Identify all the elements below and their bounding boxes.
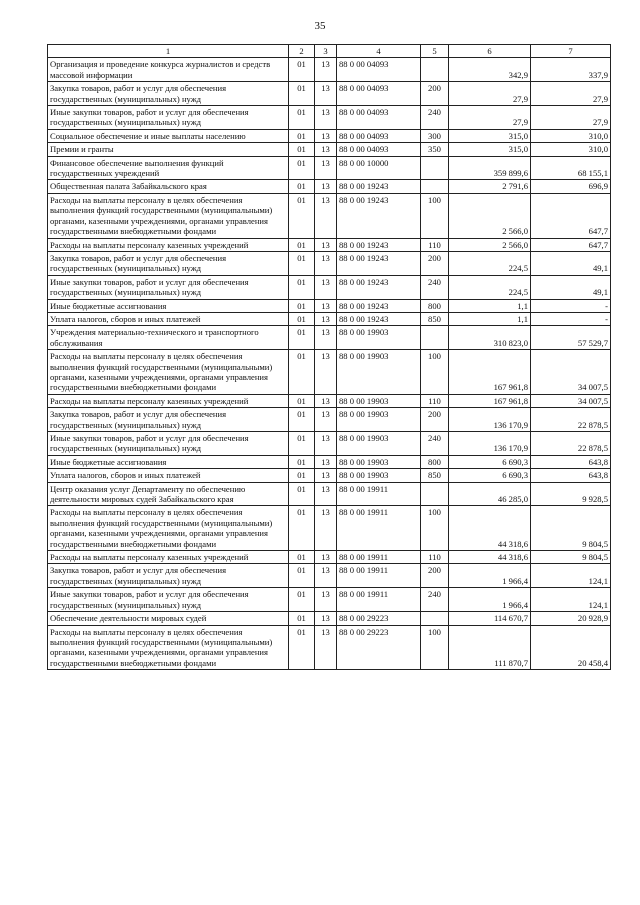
amount-cell-6: 1,1 — [449, 312, 531, 325]
amount-cell-6: 1 966,4 — [449, 588, 531, 612]
expense-type-cell: 100 — [421, 193, 449, 238]
target-article-cell: 88 0 00 19243 — [337, 312, 421, 325]
expense-type-cell: 100 — [421, 625, 449, 670]
item-name-cell: Уплата налогов, сборов и иных платежей — [48, 469, 289, 482]
subsection-code-cell: 13 — [315, 58, 337, 82]
amount-cell-6: 342,9 — [449, 58, 531, 82]
table-row — [48, 251, 611, 275]
amount-cell-7: 22 878,5 — [531, 432, 611, 456]
amount-cell-6: 2 791,6 — [449, 180, 531, 193]
target-article-cell: 88 0 00 19911 — [337, 588, 421, 612]
subsection-code-cell: 13 — [315, 275, 337, 299]
expense-type-cell: 240 — [421, 275, 449, 299]
expense-type-cell: 200 — [421, 408, 449, 432]
expense-type-cell: 800 — [421, 299, 449, 312]
target-article-cell: 88 0 00 10000 — [337, 156, 421, 180]
subsection-code-cell: 13 — [315, 625, 337, 670]
amount-cell-6: 44 318,6 — [449, 506, 531, 551]
table-row — [48, 58, 611, 82]
amount-cell-6: 224,5 — [449, 275, 531, 299]
section-code-cell: 01 — [289, 180, 315, 193]
subsection-code-cell: 13 — [315, 312, 337, 325]
target-article-cell: 88 0 00 04093 — [337, 143, 421, 156]
amount-cell-7: 49,1 — [531, 275, 611, 299]
expense-type-cell: 100 — [421, 506, 449, 551]
target-article-cell: 88 0 00 19903 — [337, 408, 421, 432]
subsection-code-cell: 13 — [315, 394, 337, 407]
expense-type-cell: 800 — [421, 455, 449, 468]
amount-cell-6: 6 690,3 — [449, 469, 531, 482]
item-name-cell: Социальное обеспечение и иные выплаты населению — [48, 129, 289, 142]
table-row — [48, 551, 611, 564]
target-article-cell: 88 0 00 19911 — [337, 564, 421, 588]
amount-cell-6: 310 823,0 — [449, 326, 531, 350]
table-header-row — [48, 45, 611, 58]
amount-cell-7: 49,1 — [531, 251, 611, 275]
item-name-cell: Расходы на выплаты персоналу в целях обеспечения выполнения функций государственными (муниципальными) органами, казенными учреждениями, органами управления государственными внебюджетными фондами — [48, 193, 289, 238]
expense-type-cell: 110 — [421, 551, 449, 564]
amount-cell-6: 315,0 — [449, 129, 531, 142]
table-row — [48, 238, 611, 251]
subsection-code-cell: 13 — [315, 299, 337, 312]
section-code-cell: 01 — [289, 312, 315, 325]
section-code-cell: 01 — [289, 238, 315, 251]
section-code-cell: 01 — [289, 299, 315, 312]
amount-cell-6: 2 566,0 — [449, 193, 531, 238]
table-row — [48, 432, 611, 456]
target-article-cell: 88 0 00 19911 — [337, 482, 421, 506]
subsection-code-cell: 13 — [315, 612, 337, 625]
target-article-cell: 88 0 00 19243 — [337, 238, 421, 251]
subsection-code-cell: 13 — [315, 193, 337, 238]
item-name-cell: Закупка товаров, работ и услуг для обеспечения государственных (муниципальных) нужд — [48, 251, 289, 275]
section-code-cell: 01 — [289, 106, 315, 130]
item-name-cell: Организация и проведение конкурса журналистов и средств массовой информации — [48, 58, 289, 82]
item-name-cell: Центр оказания услуг Департаменту по обеспечению деятельности мировых судей Забайкальского края — [48, 482, 289, 506]
section-code-cell: 01 — [289, 432, 315, 456]
column-header: 6 — [449, 45, 531, 58]
table-row — [48, 106, 611, 130]
section-code-cell: 01 — [289, 625, 315, 670]
target-article-cell: 88 0 00 19243 — [337, 193, 421, 238]
target-article-cell: 88 0 00 19903 — [337, 394, 421, 407]
target-article-cell: 88 0 00 04093 — [337, 82, 421, 106]
section-code-cell: 01 — [289, 551, 315, 564]
table-row — [48, 193, 611, 238]
amount-cell-7: 20 928,9 — [531, 612, 611, 625]
item-name-cell: Расходы на выплаты персоналу казенных учреждений — [48, 238, 289, 251]
item-name-cell: Иные закупки товаров, работ и услуг для обеспечения государственных (муниципальных) нужд — [48, 588, 289, 612]
subsection-code-cell: 13 — [315, 482, 337, 506]
section-code-cell: 01 — [289, 564, 315, 588]
budget-table — [47, 44, 611, 670]
target-article-cell: 88 0 00 19243 — [337, 275, 421, 299]
section-code-cell: 01 — [289, 482, 315, 506]
amount-cell-6: 167 961,8 — [449, 350, 531, 395]
amount-cell-7: 643,8 — [531, 469, 611, 482]
expense-type-cell: 240 — [421, 106, 449, 130]
item-name-cell: Уплата налогов, сборов и иных платежей — [48, 312, 289, 325]
expense-type-cell: 200 — [421, 82, 449, 106]
amount-cell-6: 136 170,9 — [449, 408, 531, 432]
amount-cell-7: 310,0 — [531, 129, 611, 142]
subsection-code-cell: 13 — [315, 564, 337, 588]
item-name-cell: Иные закупки товаров, работ и услуг для обеспечения государственных (муниципальных) нужд — [48, 432, 289, 456]
table-row — [48, 394, 611, 407]
subsection-code-cell: 13 — [315, 469, 337, 482]
expense-type-cell — [421, 482, 449, 506]
amount-cell-7: 696,9 — [531, 180, 611, 193]
amount-cell-7: 9 804,5 — [531, 551, 611, 564]
amount-cell-6: 359 899,6 — [449, 156, 531, 180]
item-name-cell: Расходы на выплаты персоналу в целях обеспечения выполнения функций государственными (муниципальными) органами, казенными учреждениями, органами управления государственными внебюджетными фондами — [48, 506, 289, 551]
column-header: 7 — [531, 45, 611, 58]
section-code-cell: 01 — [289, 275, 315, 299]
item-name-cell: Общественная палата Забайкальского края — [48, 180, 289, 193]
target-article-cell: 88 0 00 19243 — [337, 251, 421, 275]
table-row — [48, 129, 611, 142]
subsection-code-cell: 13 — [315, 82, 337, 106]
amount-cell-7: 27,9 — [531, 82, 611, 106]
table-row — [48, 326, 611, 350]
section-code-cell: 01 — [289, 326, 315, 350]
item-name-cell: Иные бюджетные ассигнования — [48, 299, 289, 312]
table-row — [48, 143, 611, 156]
section-code-cell: 01 — [289, 251, 315, 275]
amount-cell-6: 46 285,0 — [449, 482, 531, 506]
amount-cell-6: 2 566,0 — [449, 238, 531, 251]
amount-cell-6: 27,9 — [449, 82, 531, 106]
table-row — [48, 408, 611, 432]
subsection-code-cell: 13 — [315, 506, 337, 551]
amount-cell-6: 136 170,9 — [449, 432, 531, 456]
target-article-cell: 88 0 00 19903 — [337, 432, 421, 456]
target-article-cell: 88 0 00 04093 — [337, 106, 421, 130]
amount-cell-7: 9 804,5 — [531, 506, 611, 551]
section-code-cell: 01 — [289, 394, 315, 407]
amount-cell-6: 6 690,3 — [449, 455, 531, 468]
target-article-cell: 88 0 00 19911 — [337, 506, 421, 551]
section-code-cell: 01 — [289, 455, 315, 468]
section-code-cell: 01 — [289, 156, 315, 180]
amount-cell-7: - — [531, 312, 611, 325]
amount-cell-7: 27,9 — [531, 106, 611, 130]
subsection-code-cell: 13 — [315, 588, 337, 612]
subsection-code-cell: 13 — [315, 180, 337, 193]
expense-type-cell — [421, 58, 449, 82]
amount-cell-7: 34 007,5 — [531, 394, 611, 407]
section-code-cell: 01 — [289, 469, 315, 482]
amount-cell-7: 68 155,1 — [531, 156, 611, 180]
section-code-cell: 01 — [289, 129, 315, 142]
subsection-code-cell: 13 — [315, 106, 337, 130]
amount-cell-6: 1,1 — [449, 299, 531, 312]
section-code-cell: 01 — [289, 193, 315, 238]
subsection-code-cell: 13 — [315, 156, 337, 180]
table-row — [48, 588, 611, 612]
amount-cell-6: 1 966,4 — [449, 564, 531, 588]
page-number: 35 — [314, 20, 326, 32]
expense-type-cell — [421, 180, 449, 193]
item-name-cell: Учреждения материально-технического и транспортного обслуживания — [48, 326, 289, 350]
table-row — [48, 350, 611, 395]
item-name-cell: Иные закупки товаров, работ и услуг для обеспечения государственных (муниципальных) нужд — [48, 275, 289, 299]
amount-cell-6: 315,0 — [449, 143, 531, 156]
expense-type-cell: 110 — [421, 394, 449, 407]
expense-type-cell: 850 — [421, 312, 449, 325]
target-article-cell: 88 0 00 19243 — [337, 180, 421, 193]
amount-cell-7: 337,9 — [531, 58, 611, 82]
item-name-cell: Расходы на выплаты персоналу в целях обеспечения выполнения функций государственными (муниципальными) органами, казенными учреждениями, органами управления государственными внебюджетными фондами — [48, 625, 289, 670]
amount-cell-6: 27,9 — [449, 106, 531, 130]
section-code-cell: 01 — [289, 143, 315, 156]
target-article-cell: 88 0 00 19903 — [337, 469, 421, 482]
target-article-cell: 88 0 00 04093 — [337, 58, 421, 82]
table-row — [48, 82, 611, 106]
item-name-cell: Расходы на выплаты персоналу казенных учреждений — [48, 394, 289, 407]
amount-cell-6: 224,5 — [449, 251, 531, 275]
amount-cell-7: 643,8 — [531, 455, 611, 468]
amount-cell-6: 114 670,7 — [449, 612, 531, 625]
expense-type-cell — [421, 326, 449, 350]
table-row — [48, 455, 611, 468]
item-name-cell: Иные бюджетные ассигнования — [48, 455, 289, 468]
item-name-cell: Иные закупки товаров, работ и услуг для обеспечения государственных (муниципальных) нужд — [48, 106, 289, 130]
amount-cell-7: 310,0 — [531, 143, 611, 156]
expense-type-cell — [421, 156, 449, 180]
table-row — [48, 156, 611, 180]
amount-cell-7: 124,1 — [531, 588, 611, 612]
amount-cell-7: 124,1 — [531, 564, 611, 588]
subsection-code-cell: 13 — [315, 350, 337, 395]
amount-cell-7: 34 007,5 — [531, 350, 611, 395]
table-row — [48, 625, 611, 670]
item-name-cell: Закупка товаров, работ и услуг для обеспечения государственных (муниципальных) нужд — [48, 408, 289, 432]
section-code-cell: 01 — [289, 408, 315, 432]
subsection-code-cell: 13 — [315, 551, 337, 564]
item-name-cell: Закупка товаров, работ и услуг для обеспечения государственных (муниципальных) нужд — [48, 564, 289, 588]
item-name-cell: Расходы на выплаты персоналу в целях обеспечения выполнения функций государственными (муниципальными) органами, казенными учреждениями, органами управления государственными внебюджетными фондами — [48, 350, 289, 395]
item-name-cell: Расходы на выплаты персоналу казенных учреждений — [48, 551, 289, 564]
amount-cell-7: - — [531, 299, 611, 312]
table-row — [48, 180, 611, 193]
target-article-cell: 88 0 00 04093 — [337, 129, 421, 142]
expense-type-cell: 200 — [421, 564, 449, 588]
target-article-cell: 88 0 00 19903 — [337, 326, 421, 350]
table-row — [48, 469, 611, 482]
expense-type-cell: 110 — [421, 238, 449, 251]
amount-cell-7: 647,7 — [531, 193, 611, 238]
subsection-code-cell: 13 — [315, 251, 337, 275]
expense-type-cell: 350 — [421, 143, 449, 156]
section-code-cell: 01 — [289, 58, 315, 82]
expense-type-cell: 240 — [421, 432, 449, 456]
subsection-code-cell: 13 — [315, 326, 337, 350]
table-row — [48, 275, 611, 299]
target-article-cell: 88 0 00 29223 — [337, 612, 421, 625]
target-article-cell: 88 0 00 19903 — [337, 350, 421, 395]
section-code-cell: 01 — [289, 506, 315, 551]
table-row — [48, 312, 611, 325]
expense-type-cell: 100 — [421, 350, 449, 395]
subsection-code-cell: 13 — [315, 408, 337, 432]
amount-cell-6: 44 318,6 — [449, 551, 531, 564]
target-article-cell: 88 0 00 19911 — [337, 551, 421, 564]
column-header: 1 — [48, 45, 289, 58]
table-row — [48, 612, 611, 625]
table-row — [48, 299, 611, 312]
subsection-code-cell: 13 — [315, 455, 337, 468]
expense-type-cell: 200 — [421, 251, 449, 275]
table-row — [48, 506, 611, 551]
amount-cell-6: 167 961,8 — [449, 394, 531, 407]
section-code-cell: 01 — [289, 82, 315, 106]
target-article-cell: 88 0 00 19903 — [337, 455, 421, 468]
column-header: 4 — [337, 45, 421, 58]
expense-type-cell — [421, 612, 449, 625]
target-article-cell: 88 0 00 19243 — [337, 299, 421, 312]
section-code-cell: 01 — [289, 588, 315, 612]
item-name-cell: Закупка товаров, работ и услуг для обеспечения государственных (муниципальных) нужд — [48, 82, 289, 106]
expense-type-cell: 850 — [421, 469, 449, 482]
expense-type-cell: 300 — [421, 129, 449, 142]
item-name-cell: Премии и гранты — [48, 143, 289, 156]
amount-cell-7: 57 529,7 — [531, 326, 611, 350]
item-name-cell: Финансовое обеспечение выполнения функций государственных учреждений — [48, 156, 289, 180]
column-header: 5 — [421, 45, 449, 58]
item-name-cell: Обеспечение деятельности мировых судей — [48, 612, 289, 625]
column-header: 2 — [289, 45, 315, 58]
table-row — [48, 482, 611, 506]
subsection-code-cell: 13 — [315, 432, 337, 456]
amount-cell-7: 647,7 — [531, 238, 611, 251]
subsection-code-cell: 13 — [315, 129, 337, 142]
amount-cell-6: 111 870,7 — [449, 625, 531, 670]
expense-type-cell: 240 — [421, 588, 449, 612]
subsection-code-cell: 13 — [315, 143, 337, 156]
table-row — [48, 564, 611, 588]
amount-cell-7: 20 458,4 — [531, 625, 611, 670]
amount-cell-7: 9 928,5 — [531, 482, 611, 506]
section-code-cell: 01 — [289, 612, 315, 625]
target-article-cell: 88 0 00 29223 — [337, 625, 421, 670]
amount-cell-7: 22 878,5 — [531, 408, 611, 432]
section-code-cell: 01 — [289, 350, 315, 395]
subsection-code-cell: 13 — [315, 238, 337, 251]
column-header: 3 — [315, 45, 337, 58]
